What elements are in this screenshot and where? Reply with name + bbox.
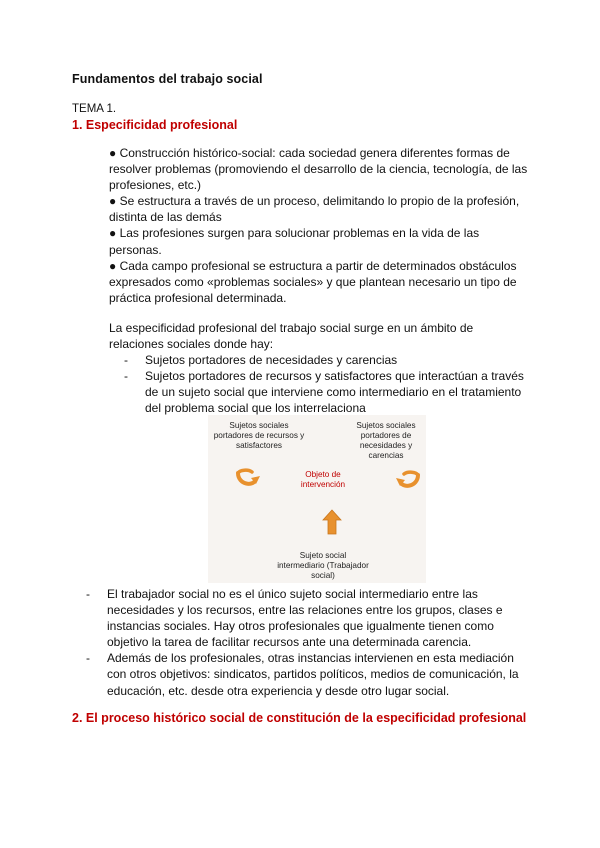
list-item: [86, 650, 532, 698]
intro-paragraph: La especificidad profesional del trabajo social surge en un ámbito de relaciones sociales donde hay:: [109, 321, 474, 352]
diagram-label-needs: Sujetos sociales portadores de necesidades y carencias: [356, 421, 416, 460]
list-item: [124, 368, 530, 416]
document-title: Fundamentos del trabajo social: [72, 72, 263, 86]
diagram-label-object: Objeto de intervención: [300, 470, 346, 489]
dash-list-intermediaries: [86, 586, 532, 699]
list-item-text: Además de los profesionales, otras instancias intervienen en esta mediación con otros objetivos: sindicatos, partidos políticos, medios de comunicación, la educación, etc. desde otra experiencia y desde otro lugar social.: [107, 651, 519, 698]
list-item-text: Sujetos portadores de necesidades y carencias: [145, 353, 398, 367]
list-item-text: El trabajador social no es el único sujeto social intermediario entre las necesidades y los recursos, entre las relaciones entre los grupos, clases e instancias sociales. Hay otros profesionales que igualmente tienen como objetivo la tarea de facilitar recursos ante una determinada carencia.: [107, 587, 503, 650]
section-1-heading: 1. Especificidad profesional: [72, 118, 238, 132]
dash-marker: -: [124, 369, 128, 384]
dash-marker: -: [124, 353, 128, 367]
dash-marker: -: [86, 587, 90, 601]
intervention-diagram: [208, 415, 426, 583]
curved-arrow-left-icon: [234, 467, 262, 491]
bullet-item: ● Las profesiones surgen para solucionar problemas en la vida de las personas.: [109, 226, 480, 257]
bullet-item: ● Cada campo profesional se estructura a partir de determinados obstáculos expresados como «problemas sociales» y que plantean necesario un tipo de práctica profesional determinada.: [109, 258, 517, 305]
dash-marker: -: [86, 651, 90, 666]
diagram-label-resources: Sujetos sociales portadores de recursos y satisfactores: [213, 421, 305, 450]
curved-arrow-right-icon: [394, 469, 422, 493]
list-item: [124, 352, 530, 368]
section-2-heading: 2. El proceso histórico social de constitución de la especificidad profesional: [72, 711, 527, 725]
list-item: [86, 586, 532, 650]
bullet-item: ● Se estructura a través de un proceso, delimitando lo propio de la profesión, distinta de las demás: [109, 194, 520, 225]
bullet-list: [109, 145, 529, 306]
list-item-text: Sujetos portadores de recursos y satisfactores que interactúan a través de un sujeto social que interviene como intermediario en el tratamiento del problema social que los interrelaciona: [145, 369, 524, 416]
tema-label: TEMA 1.: [72, 103, 117, 115]
bullet-item: ● Construcción histórico-social: cada sociedad genera diferentes formas de resolver problemas (promoviendo el desarrollo de la ciencia, tecnología, de las profesiones, etc.): [109, 146, 528, 193]
diagram-label-intermediary: Sujeto social intermediario (Trabajador social): [277, 551, 369, 580]
dash-list-subjects: [124, 352, 530, 416]
arrow-up-icon: [322, 509, 342, 535]
